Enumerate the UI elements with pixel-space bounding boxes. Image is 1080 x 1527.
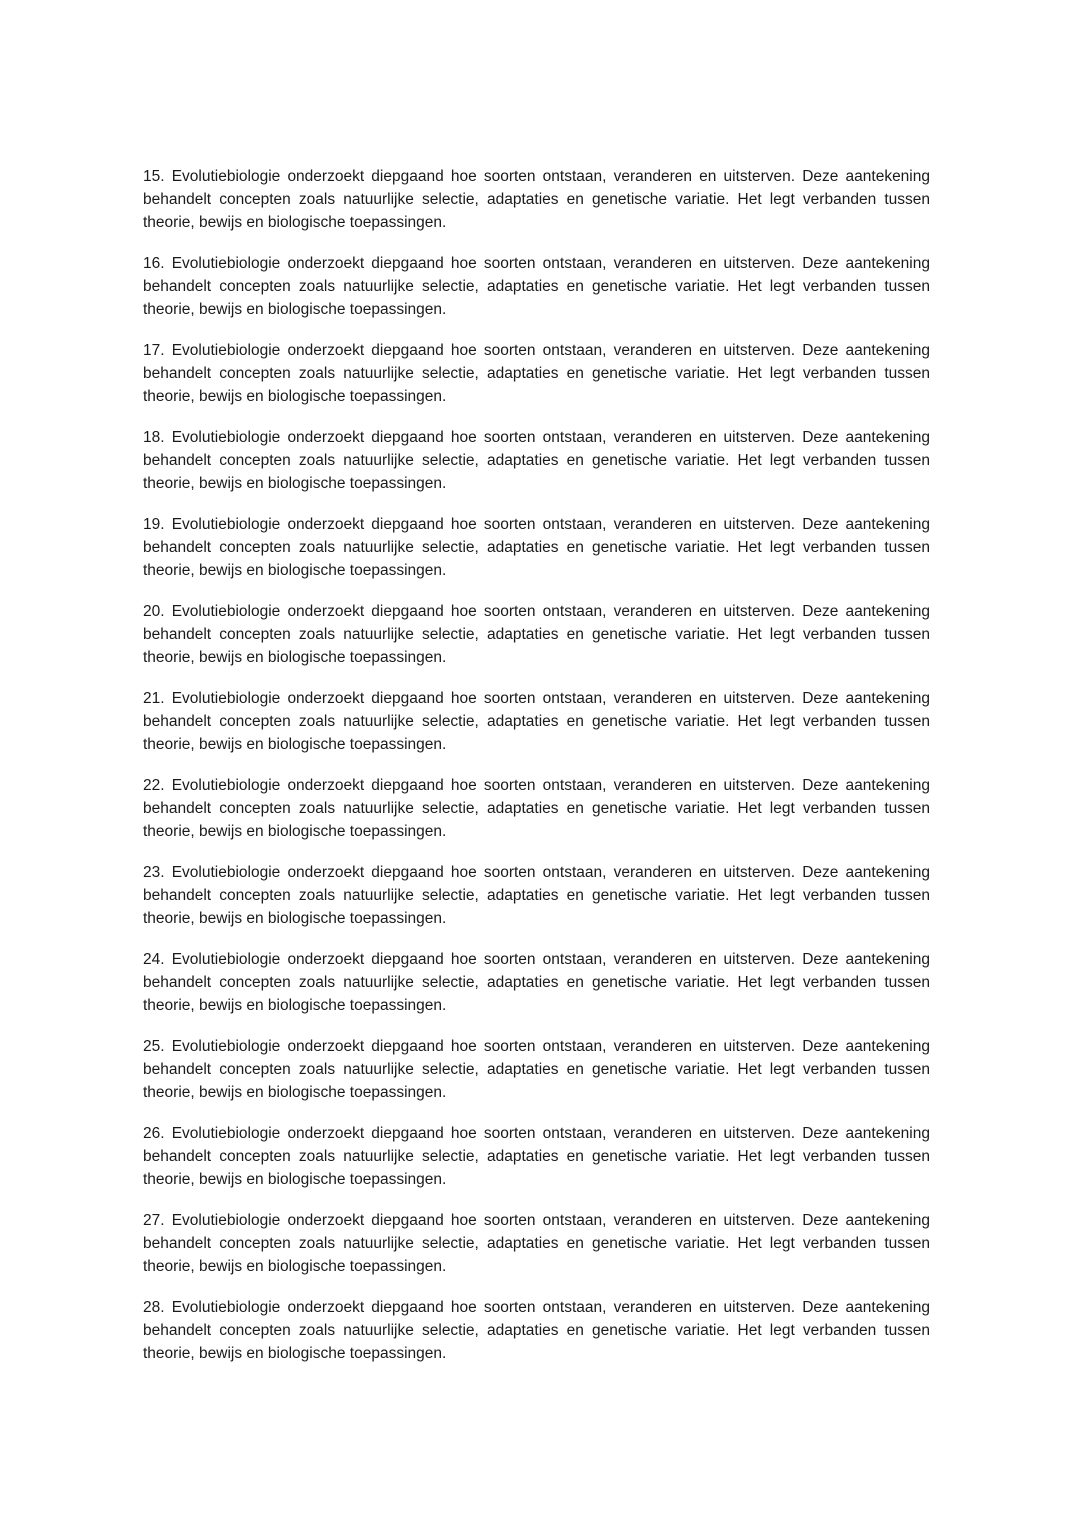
paragraph-text: Evolutiebiologie onderzoekt diepgaand hoe soorten ontstaan, veranderen en uitsterven. Deze aantekening behandelt concepten zoals natuurlijke selectie, adaptaties en genetische variatie. Het legt verbanden tussen theorie, bewijs en biologische toepassingen. <box>143 255 930 318</box>
paragraph <box>143 948 930 1017</box>
paragraph-number: 28. <box>143 1299 165 1316</box>
paragraph-text: Evolutiebiologie onderzoekt diepgaand hoe soorten ontstaan, veranderen en uitsterven. Deze aantekening behandelt concepten zoals natuurlijke selectie, adaptaties en genetische variatie. Het legt verbanden tussen theorie, bewijs en biologische toepassingen. <box>143 516 930 579</box>
paragraph <box>143 1209 930 1278</box>
paragraph <box>143 1122 930 1191</box>
paragraph-number: 21. <box>143 690 165 707</box>
paragraph-number: 15. <box>143 168 165 185</box>
paragraph-text: Evolutiebiologie onderzoekt diepgaand hoe soorten ontstaan, veranderen en uitsterven. Deze aantekening behandelt concepten zoals natuurlijke selectie, adaptaties en genetische variatie. Het legt verbanden tussen theorie, bewijs en biologische toepassingen. <box>143 1299 930 1362</box>
paragraph <box>143 600 930 669</box>
paragraph-text: Evolutiebiologie onderzoekt diepgaand hoe soorten ontstaan, veranderen en uitsterven. Deze aantekening behandelt concepten zoals natuurlijke selectie, adaptaties en genetische variatie. Het legt verbanden tussen theorie, bewijs en biologische toepassingen. <box>143 342 930 405</box>
paragraph <box>143 1035 930 1104</box>
paragraph <box>143 774 930 843</box>
paragraph-number: 24. <box>143 951 165 968</box>
paragraph-text: Evolutiebiologie onderzoekt diepgaand hoe soorten ontstaan, veranderen en uitsterven. Deze aantekening behandelt concepten zoals natuurlijke selectie, adaptaties en genetische variatie. Het legt verbanden tussen theorie, bewijs en biologische toepassingen. <box>143 1038 930 1101</box>
paragraph-text: Evolutiebiologie onderzoekt diepgaand hoe soorten ontstaan, veranderen en uitsterven. Deze aantekening behandelt concepten zoals natuurlijke selectie, adaptaties en genetische variatie. Het legt verbanden tussen theorie, bewijs en biologische toepassingen. <box>143 777 930 840</box>
paragraph-text: Evolutiebiologie onderzoekt diepgaand hoe soorten ontstaan, veranderen en uitsterven. Deze aantekening behandelt concepten zoals natuurlijke selectie, adaptaties en genetische variatie. Het legt verbanden tussen theorie, bewijs en biologische toepassingen. <box>143 864 930 927</box>
paragraph-text: Evolutiebiologie onderzoekt diepgaand hoe soorten ontstaan, veranderen en uitsterven. Deze aantekening behandelt concepten zoals natuurlijke selectie, adaptaties en genetische variatie. Het legt verbanden tussen theorie, bewijs en biologische toepassingen. <box>143 1212 930 1275</box>
paragraph <box>143 1296 930 1365</box>
paragraph-text: Evolutiebiologie onderzoekt diepgaand hoe soorten ontstaan, veranderen en uitsterven. Deze aantekening behandelt concepten zoals natuurlijke selectie, adaptaties en genetische variatie. Het legt verbanden tussen theorie, bewijs en biologische toepassingen. <box>143 429 930 492</box>
paragraph <box>143 687 930 756</box>
paragraph-number: 18. <box>143 429 165 446</box>
paragraph-text: Evolutiebiologie onderzoekt diepgaand hoe soorten ontstaan, veranderen en uitsterven. Deze aantekening behandelt concepten zoals natuurlijke selectie, adaptaties en genetische variatie. Het legt verbanden tussen theorie, bewijs en biologische toepassingen. <box>143 1125 930 1188</box>
paragraph-number: 20. <box>143 603 165 620</box>
paragraph-text: Evolutiebiologie onderzoekt diepgaand hoe soorten ontstaan, veranderen en uitsterven. Deze aantekening behandelt concepten zoals natuurlijke selectie, adaptaties en genetische variatie. Het legt verbanden tussen theorie, bewijs en biologische toepassingen. <box>143 951 930 1014</box>
paragraph <box>143 513 930 582</box>
paragraph-number: 16. <box>143 255 165 272</box>
paragraph-number: 17. <box>143 342 165 359</box>
paragraph-text: Evolutiebiologie onderzoekt diepgaand hoe soorten ontstaan, veranderen en uitsterven. Deze aantekening behandelt concepten zoals natuurlijke selectie, adaptaties en genetische variatie. Het legt verbanden tussen theorie, bewijs en biologische toepassingen. <box>143 690 930 753</box>
paragraph-list <box>143 165 930 1365</box>
paragraph <box>143 861 930 930</box>
paragraph-text: Evolutiebiologie onderzoekt diepgaand hoe soorten ontstaan, veranderen en uitsterven. Deze aantekening behandelt concepten zoals natuurlijke selectie, adaptaties en genetische variatie. Het legt verbanden tussen theorie, bewijs en biologische toepassingen. <box>143 168 930 231</box>
paragraph <box>143 165 930 234</box>
paragraph-number: 26. <box>143 1125 165 1142</box>
paragraph <box>143 426 930 495</box>
paragraph-number: 27. <box>143 1212 165 1229</box>
paragraph-number: 23. <box>143 864 165 881</box>
paragraph <box>143 339 930 408</box>
paragraph <box>143 252 930 321</box>
paragraph-number: 22. <box>143 777 165 794</box>
paragraph-text: Evolutiebiologie onderzoekt diepgaand hoe soorten ontstaan, veranderen en uitsterven. Deze aantekening behandelt concepten zoals natuurlijke selectie, adaptaties en genetische variatie. Het legt verbanden tussen theorie, bewijs en biologische toepassingen. <box>143 603 930 666</box>
paragraph-number: 25. <box>143 1038 165 1055</box>
paragraph-number: 19. <box>143 516 165 533</box>
